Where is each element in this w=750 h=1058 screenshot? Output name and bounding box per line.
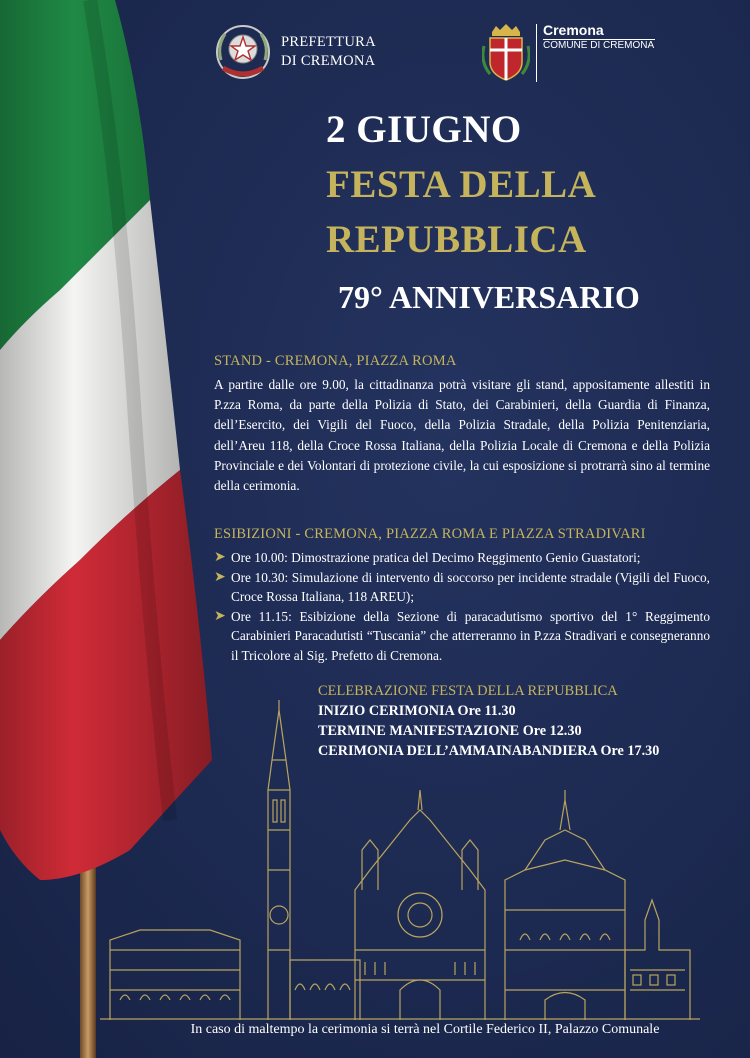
list-item (214, 548, 710, 568)
list-item (214, 568, 710, 607)
esibizioni-heading: ESIBIZIONI - CREMONA, PIAZZA ROMA E PIAZZA STRADIVARI (214, 526, 646, 542)
esibizioni-list (214, 548, 710, 665)
cremona-subtitle: COMUNE DI CREMONA (543, 40, 655, 51)
chevron-right-icon: ➤ (214, 550, 226, 565)
celebrazione-line-termine: TERMINE MANIFESTAZIONE Ore 12.30 (318, 723, 582, 739)
esibizione-text: Ore 10.30: Simulazione di intervento di soccorso per incidente stradale (Vigili del Fuoco, Croce Rossa Italiana, 118 AREU); (231, 569, 710, 604)
cremona-title: Cremona (543, 22, 604, 38)
cremona-coat-of-arms-icon (482, 22, 530, 84)
stand-text: A partire dalle ore 9.00, la cittadinanza potrà visitare gli stand, appositamente allestiti in P.zza Roma, da parte della Polizia di Stato, dei Carabinieri, della Guardia di Finanza, dell’Esercito, dei Vigili del Fuoco, della Polizia Stradale, della Polizia Penitenziaria, dell’Areu 118, della Croce Rossa Italiana, della Polizia Locale di Cremona e della Polizia Provinciale e dei Volontari di protezione civile, la cui esposizione si protrarrà sino al termine della cerimonia. (214, 377, 710, 494)
celebrazione-line-ammainabandiera: CERIMONIA DELL’AMMAINABANDIERA Ore 17.30 (318, 743, 660, 759)
anniversary-label: 79° ANNIVERSARIO (338, 279, 640, 315)
event-title-line1: FESTA DELLA (326, 163, 597, 206)
prefettura-line1: PREFETTURA (281, 34, 376, 50)
footer-note: In caso di maltempo la cerimonia si terrà nel Cortile Federico II, Palazzo Comunale (190, 1022, 660, 1037)
celebrazione-line-inizio: INIZIO CERIMONIA Ore 11.30 (318, 703, 516, 719)
list-item (214, 607, 710, 666)
celebrazione-heading: CELEBRAZIONE FESTA DELLA REPUBBLICA (318, 683, 618, 699)
esibizione-text: Ore 10.00: Dimostrazione pratica del Decimo Reggimento Genio Guastatori; (231, 550, 641, 565)
repubblica-italiana-emblem-icon (213, 22, 273, 84)
cremona-divider (536, 24, 537, 82)
esibizione-text: Ore 11.15: Esibizione della Sezione di paracadutismo sportivo del 1° Reggimento Carabinieri Paracadutisti “Tuscania” che atterreranno in P.zza Stradivari e consegneranno il Tricolore al Sig. Prefetto di Cremona. (231, 608, 710, 663)
prefettura-line2: DI CREMONA (281, 53, 376, 69)
stand-heading: STAND - CREMONA, PIAZZA ROMA (214, 353, 457, 369)
chevron-right-icon: ➤ (214, 608, 226, 624)
event-date: 2 GIUGNO (326, 108, 522, 151)
event-title-line2: REPUBBLICA (326, 218, 587, 261)
chevron-right-icon: ➤ (214, 569, 226, 585)
prefettura-label (281, 33, 376, 71)
cremona-skyline-icon (100, 700, 700, 1020)
